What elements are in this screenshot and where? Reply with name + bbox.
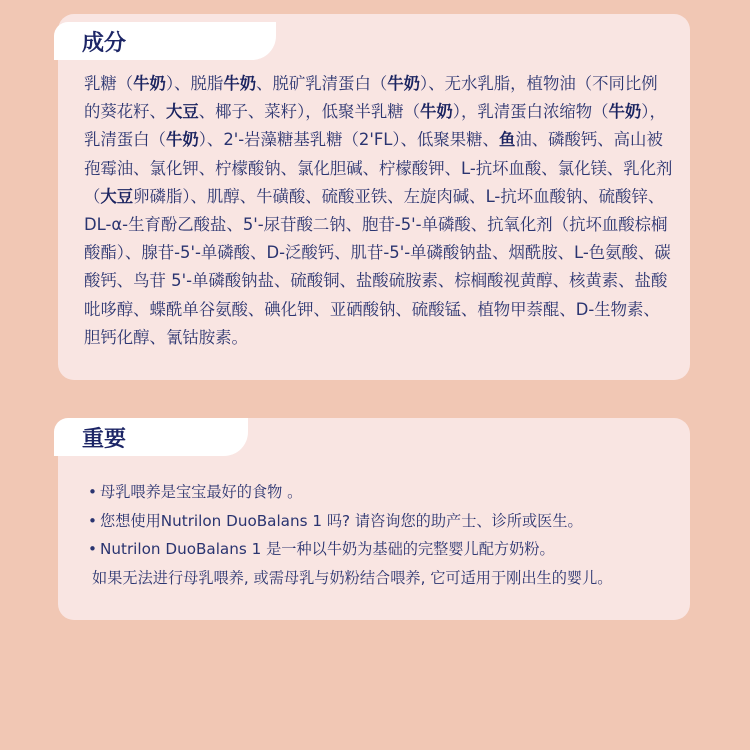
list-item: • Nutrilon DuoBalans 1 是一种以牛奶为基础的完整婴儿配方奶粉。 [88,540,555,558]
ingredient-text: 卵磷脂）、肌醇、牛磺酸、硫酸亚铁、左旋肉碱、L-抗坏血酸钠、硫酸锌、DL-α-生育酚乙酸盐、5'-尿苷酸二钠、胞苷-5'-单磷酸、抗氧化剂（抗坏血酸棕榈酸酯）、腺苷-5'-单磷酸、D-泛酸钙、肌苷-5'-单磷酸钠盐、烟酰胺、L-色氨酸、碳酸钙、鸟苷 5'-单磷酸钠盐、硫酸铜、盐酸硫胺素、棕榈酸视黄醇、核黄素、盐酸吡哆醇、蝶酰单谷氨酸、碘化钾、亚硒酸钠、硫酸锰、植物甲萘醌、D-生物素、胆钙化醇、氰钴胺素。 [84,186,671,347]
ingredient-text: ）、2'-岩藻糖基乳糖（2'FL）、低聚果糖、 [198,130,499,150]
allergen-highlight: 大豆 [100,186,134,206]
list-item: • 母乳喂养是宝宝最好的食物 。 [88,483,303,501]
allergen-highlight: 牛奶 [387,74,421,93]
ingredient-text: 、椰子、菜籽），低聚半乳糖（ [198,102,421,122]
important-card [58,418,690,620]
allergen-highlight: 大豆 [165,102,199,122]
important-notes-list [88,478,678,592]
ingredient-text: ），乳清蛋白浓缩物（ [452,102,609,122]
ingredient-text: 乳糖（ [84,74,134,93]
ingredient-text: 、脱矿乳清蛋白（ [256,74,388,93]
ingredients-list-text [84,70,674,352]
ingredient-text: 油、磷酸钙、高山被孢霉油、氯化钾、柠檬酸钠、氯化胆碱、柠檬酸钾、L-抗坏血酸、氯化镁、乳化剂（ [84,130,673,206]
ingredient-text: ），乳清蛋白（ [84,102,666,150]
list-item: • 您想使用Nutrilon DuoBalans 1 吗? 请咨询您的助产士、诊所或医生。 [88,511,583,530]
allergen-highlight: 牛奶 [133,74,166,93]
allergen-highlight: 牛奶 [223,74,257,93]
allergen-highlight: 鱼 [498,130,516,150]
ingredient-text: ）、脱脂 [165,74,224,93]
ingredient-text: ）、无水乳脂，植物油（不同比例的葵花籽、 [84,74,658,122]
list-item-continuation: 如果无法进行母乳喂养, 或需母乳与奶粉结合喂养, 它可适用于刚出生的婴儿。 [92,568,613,587]
ingredients-title: 成分 [54,22,276,60]
allergen-highlight: 牛奶 [608,102,642,122]
allergen-highlight: 牛奶 [165,130,199,150]
important-title: 重要 [54,418,248,456]
allergen-highlight: 牛奶 [420,102,453,122]
ingredients-card [58,14,690,380]
